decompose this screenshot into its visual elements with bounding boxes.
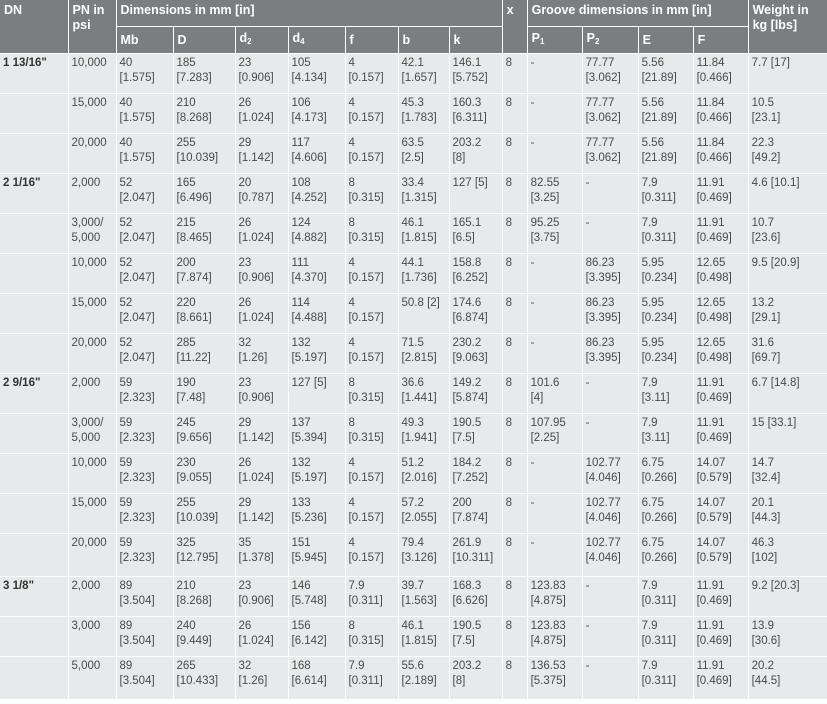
cell-e: 6.75 [0.266] [638,534,693,577]
cell-F: 11.91 [0.469] [693,374,748,414]
cell-f: 4 [0.157] [345,134,398,174]
cell-mb: 59 [2.323] [116,454,173,494]
cell-f: 4 [0.157] [345,294,398,334]
cell-dn: 1 13/16" [0,54,68,94]
cell-p1: 107.95 [2.25] [527,414,582,454]
cell-p1: 123.83 [4.875] [527,577,582,617]
cell-k: 127 [5] [449,174,502,214]
cell-b: 44.1 [1.736] [398,254,449,294]
cell-e: 5.95 [0.234] [638,294,693,334]
cell-x: 8 [502,657,527,700]
cell-d: 255 [10.039] [173,494,235,534]
cell-d2: 20 [0.787] [235,174,288,214]
cell-dn [0,214,68,254]
cell-mb: 52 [2.047] [116,254,173,294]
table-row [0,134,827,174]
cell-p2: 77.77 [3.062] [582,94,638,134]
cell-k: 203.2 [8] [449,657,502,700]
cell-p1: - [527,534,582,577]
cell-p1: 101.6 [4] [527,374,582,414]
cell-d4: 111 [4.370] [288,254,345,294]
cell-p1: - [527,254,582,294]
cell-k: 174.6 [6.874] [449,294,502,334]
cell-k: 261.9 [10.311] [449,534,502,577]
header-e: E [638,27,693,54]
cell-weight: 20.1 [44.3] [748,494,827,534]
cell-mb: 59 [2.323] [116,374,173,414]
cell-F: 14.07 [0.579] [693,534,748,577]
cell-e: 7.9 [0.311] [638,214,693,254]
cell-e: 7.9 [0.311] [638,577,693,617]
cell-dn [0,334,68,374]
cell-pn: 3,000/ 5,000 [68,414,116,454]
cell-d2: 23 [0.906] [235,577,288,617]
cell-d2: 23 [0.906] [235,54,288,94]
cell-p2: 86.23 [3.395] [582,254,638,294]
header-p2-subscript: 2 [594,37,600,46]
cell-pn: 20,000 [68,534,116,577]
cell-b: 55.6 [2.189] [398,657,449,700]
cell-f: 7.9 [0.311] [345,577,398,617]
cell-f: 8 [0.315] [345,214,398,254]
cell-x: 8 [502,494,527,534]
header-pn: PN in psi [68,0,116,54]
cell-weight: 15 [33.1] [748,414,827,454]
cell-d2: 32 [1.26] [235,334,288,374]
header-dimensions: Dimensions in mm [in] [116,0,502,27]
cell-p1: - [527,294,582,334]
cell-k: 149.2 [5.874] [449,374,502,414]
header-d4 [288,27,345,54]
cell-f: 4 [0.157] [345,254,398,294]
cell-F: 11.91 [0.469] [693,214,748,254]
table-row [0,174,827,214]
cell-d4: 124 [4.882] [288,214,345,254]
cell-d4: 133 [5.236] [288,494,345,534]
cell-b: 39.7 [1.563] [398,577,449,617]
cell-mb: 89 [3.504] [116,617,173,657]
cell-e: 5.56 [21.89] [638,134,693,174]
table-body [0,54,827,700]
header-f: f [345,27,398,54]
cell-d4: 105 [4.134] [288,54,345,94]
cell-d4: 137 [5.394] [288,414,345,454]
cell-k: 190.5 [7.5] [449,414,502,454]
cell-pn: 2,000 [68,374,116,414]
cell-b: 51.2 [2.016] [398,454,449,494]
cell-k: 165.1 [6.5] [449,214,502,254]
cell-d4: 114 [4.488] [288,294,345,334]
cell-b: 36.6 [1.441] [398,374,449,414]
cell-pn: 5,000 [68,657,116,700]
cell-dn [0,94,68,134]
cell-p2: 102.77 [4.046] [582,534,638,577]
cell-mb: 40 [1.575] [116,94,173,134]
cell-mb: 52 [2.047] [116,214,173,254]
header-dn: DN [0,0,68,54]
cell-pn: 10,000 [68,454,116,494]
cell-p1: - [527,94,582,134]
cell-mb: 89 [3.504] [116,577,173,617]
cell-d: 325 [12.795] [173,534,235,577]
cell-d: 210 [8.268] [173,577,235,617]
cell-d2: 23 [0.906] [235,254,288,294]
cell-d: 245 [9.656] [173,414,235,454]
cell-d2: 35 [1.378] [235,534,288,577]
cell-p2: - [582,414,638,454]
table-row [0,414,827,454]
cell-F: 11.91 [0.469] [693,657,748,700]
cell-p2: - [582,657,638,700]
cell-dn [0,494,68,534]
cell-d2: 26 [1.024] [235,294,288,334]
cell-f: 8 [0.315] [345,374,398,414]
cell-f: 4 [0.157] [345,94,398,134]
cell-pn: 2,000 [68,577,116,617]
cell-b: 71.5 [2.815] [398,334,449,374]
cell-d2: 26 [1.024] [235,214,288,254]
cell-k: 203.2 [8] [449,134,502,174]
cell-p2: - [582,214,638,254]
cell-pn: 3,000 [68,617,116,657]
cell-weight: 10.5 [23.1] [748,94,827,134]
cell-d: 215 [8.465] [173,214,235,254]
cell-f: 8 [0.315] [345,174,398,214]
cell-d4: 127 [5] [288,374,345,414]
cell-d: 165 [6.496] [173,174,235,214]
cell-p2: 86.23 [3.395] [582,334,638,374]
cell-pn: 20,000 [68,134,116,174]
cell-p1: - [527,134,582,174]
cell-d4: 117 [4.606] [288,134,345,174]
header-mb: Mb [116,27,173,54]
cell-e: 5.95 [0.234] [638,334,693,374]
cell-weight: 22.3 [49.2] [748,134,827,174]
cell-b: 46.1 [1.815] [398,214,449,254]
cell-d2: 29 [1.142] [235,414,288,454]
cell-x: 8 [502,414,527,454]
cell-dn [0,134,68,174]
table-row [0,214,827,254]
cell-d: 265 [10.433] [173,657,235,700]
cell-d4: 156 [6.142] [288,617,345,657]
cell-dn: 3 1/8" [0,577,68,617]
cell-pn: 15,000 [68,494,116,534]
cell-x: 8 [502,534,527,577]
cell-d2: 32 [1.26] [235,657,288,700]
table-row [0,617,827,657]
cell-F: 11.91 [0.469] [693,577,748,617]
cell-mb: 89 [3.504] [116,657,173,700]
table-row [0,454,827,494]
header-k: k [449,27,502,54]
cell-d2: 26 [1.024] [235,454,288,494]
cell-b: 33.4 [1.315] [398,174,449,214]
cell-pn: 10,000 [68,254,116,294]
cell-F: 12.65 [0.498] [693,294,748,334]
header-p1-label: P [531,31,540,45]
header-p2 [582,27,638,54]
cell-dn [0,414,68,454]
table-row [0,374,827,414]
table-row [0,54,827,94]
cell-d4: 132 [5.197] [288,454,345,494]
header-row-top [0,0,827,27]
cell-d: 190 [7.48] [173,374,235,414]
cell-p1: - [527,494,582,534]
cell-F: 11.84 [0.466] [693,54,748,94]
cell-p2: 77.77 [3.062] [582,54,638,94]
table-row [0,294,827,334]
cell-e: 7.9 [3.11] [638,414,693,454]
table-row [0,657,827,700]
cell-f: 4 [0.157] [345,334,398,374]
cell-d: 185 [7.283] [173,54,235,94]
cell-d: 240 [9.449] [173,617,235,657]
cell-pn: 3,000/ 5,000 [68,214,116,254]
header-b: b [398,27,449,54]
cell-pn: 15,000 [68,294,116,334]
header-F: F [693,27,748,54]
cell-p2: - [582,577,638,617]
cell-dn [0,534,68,577]
cell-f: 4 [0.157] [345,534,398,577]
header-d: D [173,27,235,54]
cell-F: 14.07 [0.579] [693,454,748,494]
cell-k: 190.5 [7.5] [449,617,502,657]
cell-weight: 4.6 [10.1] [748,174,827,214]
cell-x: 8 [502,617,527,657]
cell-d: 255 [10.039] [173,134,235,174]
cell-k: 158.8 [6.252] [449,254,502,294]
cell-x: 8 [502,334,527,374]
cell-dn [0,254,68,294]
cell-d4: 168 [6.614] [288,657,345,700]
cell-weight: 46.3 [102] [748,534,827,577]
cell-pn: 15,000 [68,94,116,134]
cell-p2: - [582,174,638,214]
cell-p2: - [582,617,638,657]
cell-e: 7.9 [3.11] [638,374,693,414]
header-groove: Groove dimensions in mm [in] [527,0,748,27]
header-p1-subscript: 1 [539,37,545,46]
header-d2-subscript: 2 [247,37,252,46]
cell-dn: 2 1/16" [0,174,68,214]
cell-d4: 106 [4.173] [288,94,345,134]
header-d4-subscript: 4 [300,37,305,46]
cell-p2: - [582,374,638,414]
cell-p1: 123.83 [4.875] [527,617,582,657]
cell-x: 8 [502,174,527,214]
cell-b: 49.3 [1.941] [398,414,449,454]
cell-p1: 95.25 [3.75] [527,214,582,254]
header-d4-label: d [292,31,301,45]
cell-x: 8 [502,254,527,294]
header-d2 [235,27,288,54]
cell-e: 5.56 [21.89] [638,54,693,94]
header-d2-label: d [239,31,248,45]
cell-e: 7.9 [0.311] [638,657,693,700]
header-p1 [527,27,582,54]
table-row [0,577,827,617]
cell-k: 146.1 [5.752] [449,54,502,94]
table-row [0,254,827,294]
cell-x: 8 [502,374,527,414]
cell-F: 12.65 [0.498] [693,254,748,294]
cell-weight: 20.2 [44.5] [748,657,827,700]
cell-F: 14.07 [0.579] [693,494,748,534]
cell-pn: 10,000 [68,54,116,94]
cell-F: 12.65 [0.498] [693,334,748,374]
cell-d2: 26 [1.024] [235,617,288,657]
cell-f: 4 [0.157] [345,494,398,534]
cell-d2: 29 [1.142] [235,494,288,534]
cell-weight: 10.7 [23.6] [748,214,827,254]
cell-F: 11.91 [0.469] [693,174,748,214]
cell-pn: 20,000 [68,334,116,374]
cell-f: 4 [0.157] [345,54,398,94]
cell-e: 5.56 [21.89] [638,94,693,134]
header-weight: Weight in kg [lbs] [748,0,827,54]
cell-e: 6.75 [0.266] [638,494,693,534]
cell-weight: 7.7 [17] [748,54,827,94]
table-row [0,334,827,374]
cell-x: 8 [502,454,527,494]
cell-d2: 29 [1.142] [235,134,288,174]
cell-weight: 6.7 [14.8] [748,374,827,414]
cell-d: 210 [8.268] [173,94,235,134]
cell-d4: 132 [5.197] [288,334,345,374]
cell-d4: 146 [5.748] [288,577,345,617]
header-p2-label: P [586,31,595,45]
cell-d2: 26 [1.024] [235,94,288,134]
header-row-sub [0,27,827,54]
cell-f: 8 [0.315] [345,414,398,454]
cell-mb: 59 [2.323] [116,494,173,534]
cell-mb: 40 [1.575] [116,54,173,94]
cell-dn [0,454,68,494]
cell-e: 7.9 [0.311] [638,617,693,657]
table-row [0,94,827,134]
cell-d: 220 [8.661] [173,294,235,334]
cell-p1: - [527,54,582,94]
cell-x: 8 [502,214,527,254]
cell-x: 8 [502,134,527,174]
cell-F: 11.91 [0.469] [693,617,748,657]
cell-p2: 102.77 [4.046] [582,494,638,534]
cell-p1: 136.53 [5.375] [527,657,582,700]
cell-p1: 82.55 [3.25] [527,174,582,214]
cell-k: 160.3 [6.311] [449,94,502,134]
cell-dn: 2 9/16" [0,374,68,414]
cell-F: 11.84 [0.466] [693,134,748,174]
cell-p1: - [527,334,582,374]
cell-f: 8 [0.315] [345,617,398,657]
cell-k: 230.2 [9.063] [449,334,502,374]
cell-k: 184.2 [7.252] [449,454,502,494]
cell-p1: - [527,454,582,494]
cell-k: 168.3 [6.626] [449,577,502,617]
cell-d: 200 [7.874] [173,254,235,294]
cell-mb: 59 [2.323] [116,414,173,454]
cell-d: 230 [9.055] [173,454,235,494]
table-row [0,494,827,534]
header-x: x [502,0,527,54]
cell-mb: 52 [2.047] [116,174,173,214]
cell-b: 63.5 [2.5] [398,134,449,174]
cell-e: 7.9 [0.311] [638,174,693,214]
cell-b: 46.1 [1.815] [398,617,449,657]
cell-weight: 9.5 [20.9] [748,254,827,294]
cell-x: 8 [502,54,527,94]
cell-d: 285 [11.22] [173,334,235,374]
cell-b: 50.8 [2] [398,294,449,334]
cell-dn [0,294,68,334]
cell-d4: 108 [4.252] [288,174,345,214]
cell-weight: 13.9 [30.6] [748,617,827,657]
cell-f: 4 [0.157] [345,454,398,494]
cell-k: 200 [7.874] [449,494,502,534]
cell-F: 11.84 [0.466] [693,94,748,134]
cell-weight: 14.7 [32.4] [748,454,827,494]
cell-pn: 2,000 [68,174,116,214]
cell-weight: 9.2 [20.3] [748,577,827,617]
cell-d4: 151 [5.945] [288,534,345,577]
cell-mb: 52 [2.047] [116,294,173,334]
table-row [0,534,827,577]
cell-b: 57.2 [2.055] [398,494,449,534]
cell-dn [0,657,68,700]
cell-x: 8 [502,294,527,334]
cell-x: 8 [502,577,527,617]
cell-mb: 59 [2.323] [116,534,173,577]
cell-x: 8 [502,94,527,134]
cell-b: 42.1 [1.657] [398,54,449,94]
cell-p2: 102.77 [4.046] [582,454,638,494]
cell-weight: 13.2 [29.1] [748,294,827,334]
cell-e: 6.75 [0.266] [638,454,693,494]
cell-b: 79.4 [3.126] [398,534,449,577]
cell-d2: 23 [0.906] [235,374,288,414]
cell-e: 5.95 [0.234] [638,254,693,294]
cell-mb: 52 [2.047] [116,334,173,374]
cell-f: 7.9 [0.311] [345,657,398,700]
cell-mb: 40 [1.575] [116,134,173,174]
cell-p2: 77.77 [3.062] [582,134,638,174]
cell-weight: 31.6 [69.7] [748,334,827,374]
cell-b: 45.3 [1.783] [398,94,449,134]
cell-dn [0,617,68,657]
cell-F: 11.91 [0.469] [693,414,748,454]
cell-p2: 86.23 [3.395] [582,294,638,334]
